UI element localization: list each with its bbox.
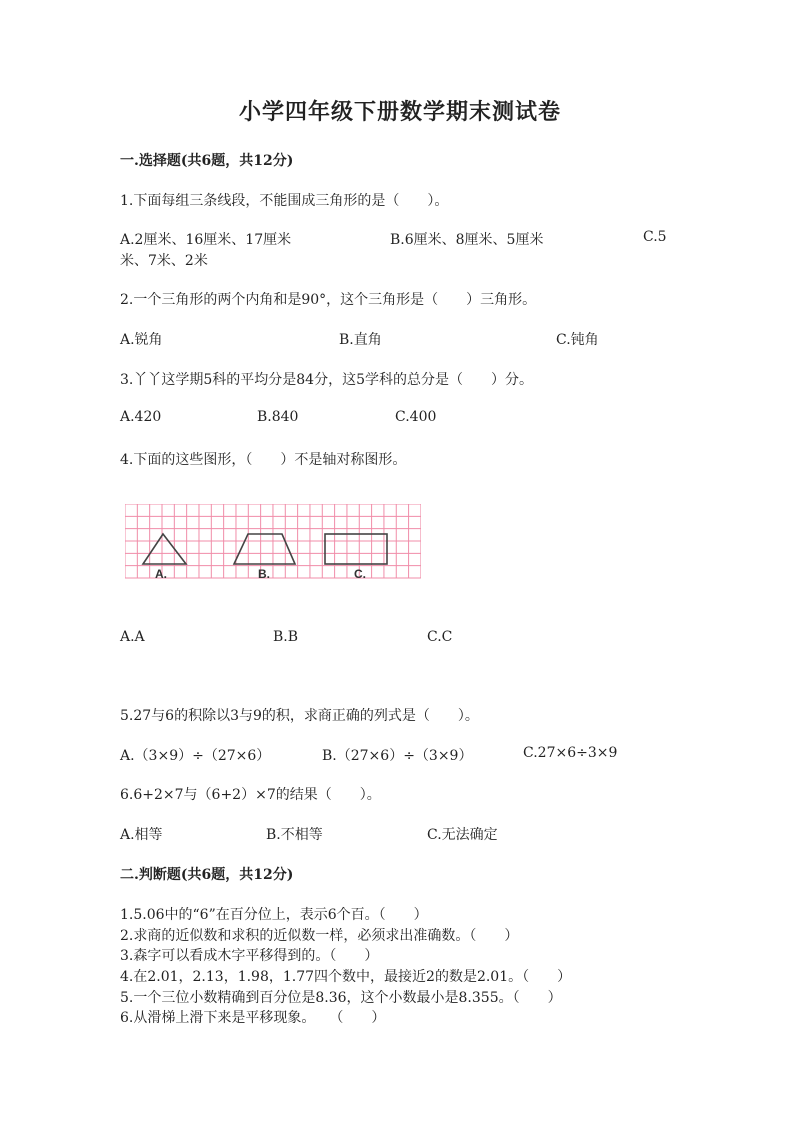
q2-option-b: B.直角	[339, 332, 382, 348]
judgement-item-2: 2.求商的近似数和求积的近似数一样，必须求出准确数。（ ）	[120, 928, 519, 944]
question-4: 4.下面的这些图形，（ ）不是轴对称图形。	[120, 452, 407, 468]
q3-option-b: B.840	[257, 409, 299, 425]
judgement-item-5: 5.一个三位小数精确到百分位是8.36，这个小数最小是8.355。（ ）	[120, 990, 562, 1006]
q6-option-b: B.不相等	[266, 827, 323, 843]
section-heading-choice: 一.选择题(共6题，共12分)	[120, 153, 294, 169]
judgement-item-6: 6.从滑梯上滑下来是平移现象。 （ ）	[120, 1010, 386, 1026]
question-5: 5.27与6的积除以3与9的积，求商正确的列式是（ ）。	[120, 708, 479, 724]
judgement-item-3: 3.森字可以看成木字平移得到的。（ ）	[120, 948, 379, 964]
q4-option-c: C.C	[427, 629, 453, 645]
q6-option-c: C.无法确定	[427, 827, 498, 843]
q5-option-b: B.（27×6）÷（3×9）	[322, 748, 473, 764]
grid-lines	[125, 504, 421, 578]
q3-option-c: C.400	[395, 409, 437, 425]
question-6: 6.6+2×7与（6+2）×7的结果（ ）。	[120, 787, 381, 803]
judgement-item-1: 1.5.06中的“6”在百分位上，表示6个百。（ ）	[120, 907, 428, 923]
figure-label-c: C.	[354, 567, 366, 581]
q1-option-b: B.6厘米、8厘米、5厘米	[390, 232, 544, 248]
shapes-grid-figure	[125, 504, 421, 584]
q4-option-b: B.B	[273, 629, 299, 645]
q4-option-a: A.A	[120, 629, 145, 645]
q1-option-a: A.2厘米、16厘米、17厘米	[120, 232, 292, 248]
q3-option-a: A.420	[120, 409, 162, 425]
section-heading-judgement: 二.判断题(共6题，共12分)	[120, 867, 294, 883]
figure-label-a: A.	[155, 567, 167, 581]
q1-option-c-cont: 米、7米、2米	[120, 253, 208, 269]
question-1: 1.下面每组三条线段，不能围成三角形的是（ ）。	[120, 193, 449, 209]
q2-option-a: A.锐角	[120, 332, 163, 348]
q2-option-c: C.钝角	[556, 332, 599, 348]
question-2: 2.一个三角形的两个内角和是90°，这个三角形是（ ）三角形。	[120, 292, 537, 308]
q5-option-c: C.27×6÷3×9	[523, 745, 618, 761]
q1-option-c: C.5	[643, 229, 667, 245]
judgement-item-4: 4.在2.01，2.13，1.98，1.77四个数中，最接近2的数是2.01。（ ）	[120, 969, 572, 985]
page-title: 小学四年级下册数学期末测试卷	[238, 99, 561, 125]
q5-option-a: A.（3×9）÷（27×6）	[120, 748, 271, 764]
trapezoid-shape-b	[234, 534, 295, 564]
q6-option-a: A.相等	[120, 827, 163, 843]
question-3: 3.丫丫这学期5科的平均分是84分，这5学科的总分是（ ）分。	[120, 372, 533, 388]
figure-label-b: B.	[258, 567, 270, 581]
